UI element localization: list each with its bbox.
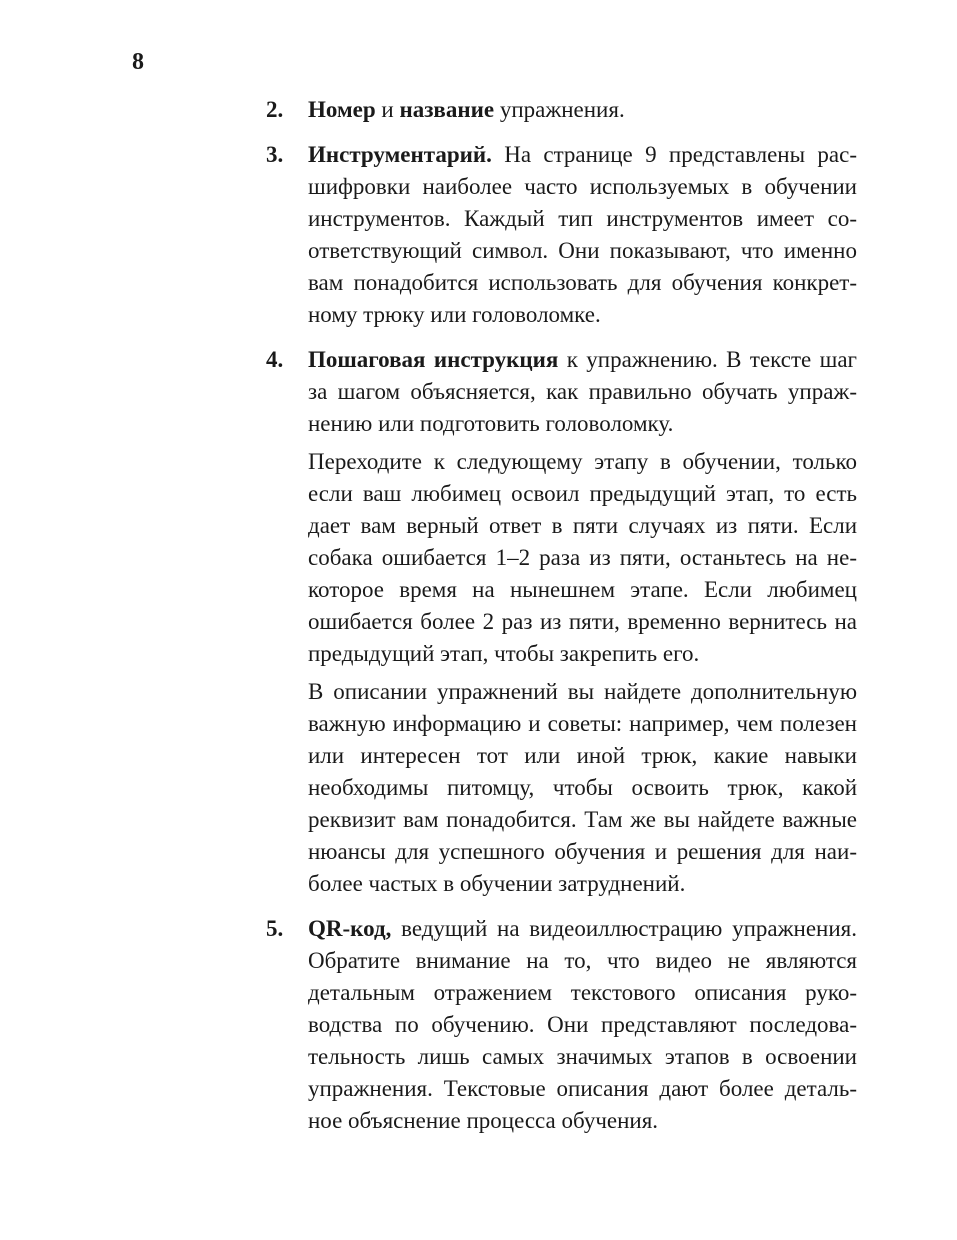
item-paragraph: [308, 913, 857, 1137]
item-paragraph: [308, 676, 857, 900]
item-paragraph: [308, 139, 857, 331]
term-bold: название: [399, 97, 495, 122]
item-number: 4.: [266, 347, 284, 372]
term-bold: Инструментарий.: [308, 142, 492, 167]
text-run: Переходите к следующему этапу в обучении, только если ваш любимец освоил предыдущий этап, то есть дает вам верный ответ в пяти случаях из пяти. Если собака ошибается 1–2 раза из пяти, останьтесь на некоторое время на нынешнем этапе. Если любимец ошибается более 2 раз из пяти, временно вернитесь на предыдущий этап, чтобы закрепить его.: [308, 449, 857, 666]
text-run: и: [375, 97, 400, 122]
numbered-list: [266, 94, 857, 1150]
item-paragraph: [308, 344, 857, 440]
list-item-3: [266, 139, 857, 331]
list-item-4: [266, 344, 857, 900]
item-number: 2.: [266, 97, 284, 122]
text-run: ведущий на видеоиллюстрацию упражнения. Обратите внимание на то, что видео не являются детальным отражением текстового описания руководства по обучению. Они представляют последовательность лишь самых значимых этапов в освоении упражнения. Текстовые описания дают более детальное объяснение процесса обучения.: [308, 916, 857, 1133]
term-bold: Номер: [308, 97, 376, 122]
text-run: к упражнению. В тексте шаг за шагом объясняется, как правильно обучать упражнению или подготовить головоломку.: [308, 347, 857, 436]
list-item-5: [266, 913, 857, 1137]
text-run: На странице 9 представлены расшифровки наиболее часто используемых в обучении инструментов. Каждый тип инструментов имеет соответствующий символ. Они показывают, что именно вам понадобится использовать для обучения конкретному трюку или головоломке.: [308, 142, 857, 327]
item-number: 3.: [266, 142, 284, 167]
item-paragraph: [308, 446, 857, 670]
text-run: упражнения.: [494, 97, 625, 122]
item-paragraph: [308, 94, 857, 126]
page-number: 8: [132, 49, 144, 75]
term-bold: Пошаговая инструкция: [308, 347, 559, 372]
list-item-2: [266, 94, 857, 126]
item-number: 5.: [266, 916, 284, 941]
term-bold: QR-код,: [308, 916, 392, 941]
text-run: В описании упражнений вы найдете дополнительную важную информацию и советы: например, чем полезен или интересен тот или иной трюк, какие навыки необходимы питомцу, чтобы освоить трюк, какой реквизит вам понадобится. Там же вы найдете важные нюансы для успешного обучения и решения для наиболее частых в обучении затруднений.: [308, 679, 857, 896]
